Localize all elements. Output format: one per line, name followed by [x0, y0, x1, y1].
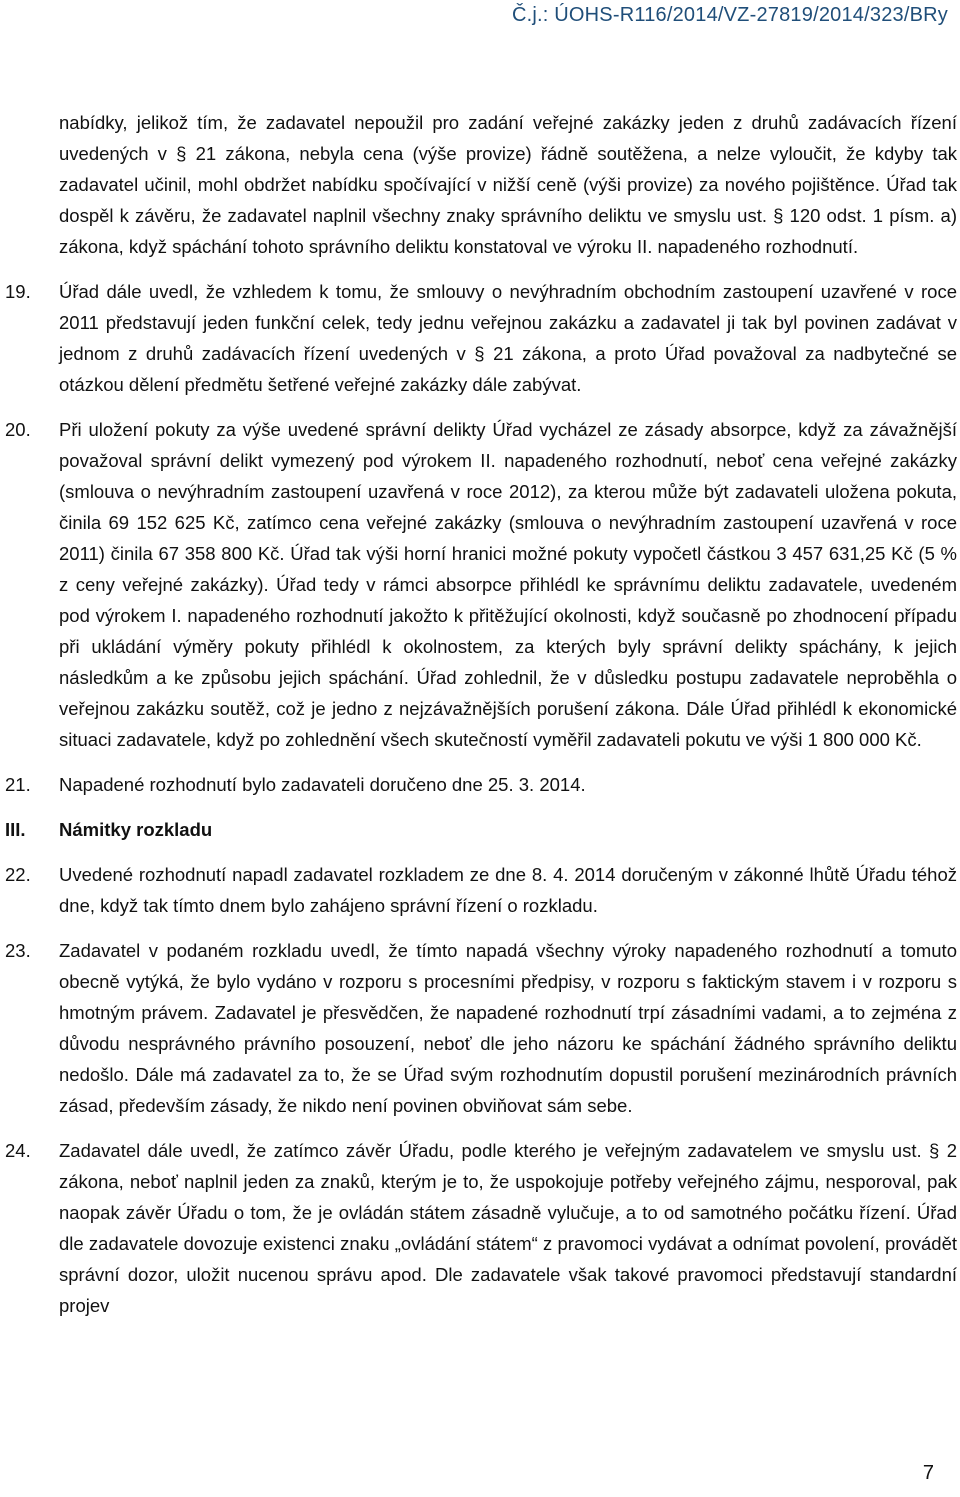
paragraph-number: 24.: [5, 1140, 31, 1161]
paragraph-number: 21.: [5, 774, 31, 795]
paragraph-number: 20.: [5, 419, 31, 440]
page-number: 7: [922, 1462, 934, 1484]
section-number: III.: [5, 819, 26, 840]
paragraph-number: 19.: [5, 281, 31, 302]
paragraph-number: 22.: [5, 864, 31, 885]
section-heading: [5, 814, 957, 845]
paragraph-text: Při uložení pokuty za výše uvedené správní delikty Úřad vycházel ze zásady absorpce, když za závažnější považoval správní delikt vymezený pod výrokem II. napadeného rozhodnutí, neboť cena veřejné zakázky (smlouva o nevýhradním zastoupení uzavřená v roce 2012), za kterou může být zadavateli uložena pokuta, činila 69 152 625 Kč, zatímco cena veřejné zakázky (smlouva o nevýhradním zastoupení uzavřená v roce 2011) činila 67 358 800 Kč. Úřad tak výši horní hranici možné pokuty vypočetl částkou 3 457 631,25 Kč (5 % z ceny veřejné zakázky). Úřad tedy v rámci absorpce přihlédl ke správnímu deliktu zadavatele, uvedeném pod výrokem I. napadeného rozhodnutí jakožto k přitěžující okolnosti, když současně po zhodnocení případu při ukládání výměry pokuty přihlédl k okolnostem, za kterých byly správní delikty spáchány, k jejich následkům a ke způsobu jejich spáchání. Úřad zohlednil, že v důsledku postupu zadavatele neproběhla o veřejnou zakázku soutěž, což je jedno z nejzávažnějších porušení zákona. Dále Úřad přihlédl k ekonomické situaci zadavatele, když po zohlednění všech skutečností vyměřil zadavateli pokutu ve výši 1 800 000 Kč.: [59, 419, 957, 750]
paragraph-text: Napadené rozhodnutí bylo zadavateli doručeno dne 25. 3. 2014.: [59, 774, 586, 795]
paragraph-22: [5, 859, 957, 921]
document-reference-number: Č.j.: ÚOHS-R116/2014/VZ-27819/2014/323/BRy: [511, 4, 948, 26]
intro-paragraph: nabídky, jelikož tím, že zadavatel nepoužil pro zadání veřejné zakázky jeden z druhů zadávacích řízení uvedených v § 21 zákona, nebyla cena (výše provize) řádně soutěžena, a nelze vyloučit, že kdyby tak zadavatel učinil, mohl obdržet nabídku spočívající v nižší ceně (výši provize) za nového pojištěnce. Úřad tak dospěl k závěru, že zadavatel naplnil všechny znaky správního deliktu ve smyslu ust. § 120 odst. 1 písm. a) zákona, když spáchání tohoto správního deliktu konstatoval ve výroku II. napadeného rozhodnutí.: [59, 112, 957, 257]
section-title: Námitky rozkladu: [59, 819, 213, 840]
paragraph-number: 23.: [5, 940, 31, 961]
paragraph-text: Uvedené rozhodnutí napadl zadavatel rozkladem ze dne 8. 4. 2014 doručeným v zákonné lhůtě Úřadu téhož dne, když tak tímto dnem bylo zahájeno správní řízení o rozkladu.: [59, 864, 957, 916]
paragraph-21: [5, 769, 957, 800]
paragraph-text: Úřad dále uvedl, že vzhledem k tomu, že smlouvy o nevýhradním obchodním zastoupení uzavřené v roce 2011 představují jeden funkční celek, tedy jednu veřejnou zakázku a zadavatel ji tak byl povinen zadávat v jednom z druhů zadávacích řízení uvedených v § 21 zákona, a proto Úřad považoval za nadbytečné se otázkou dělení předmětu šetřené veřejné zakázky dále zabývat.: [59, 281, 957, 395]
paragraph-23: [5, 935, 957, 1121]
paragraph-text: Zadavatel v podaném rozkladu uvedl, že tímto napadá všechny výroky napadeného rozhodnutí a tomuto obecně vytýká, že bylo vydáno v rozporu s procesními předpisy, v rozporu s faktickým stavem i v rozporu s hmotným právem. Zadavatel je přesvědčen, že napadené rozhodnutí trpí zásadními vadami, a to zejména z důvodu nesprávného právního posouzení, neboť dle jeho názoru ke spáchání žádného správního deliktu nedošlo. Dále má zadavatel za to, že se Úřad svým rozhodnutím dopustil porušení mezinárodních právních zásad, především zásady, že nikdo není povinen obviňovat sám sebe.: [59, 940, 957, 1116]
document-body: [5, 107, 957, 1321]
paragraph-19: [5, 276, 957, 400]
paragraph-20: [5, 414, 957, 755]
paragraph-text: Zadavatel dále uvedl, že zatímco závěr Úřadu, podle kterého je veřejným zadavatelem ve smyslu ust. § 2 zákona, neboť naplnil jeden za znaků, kterým je to, že uspokojuje potřeby veřejného zájmu, nesporoval, pak naopak závěr Úřadu o tom, že je ovládán státem zásadně vylučuje, a to od samotného počátku řízení. Úřad dle zadavatele dovozuje existenci znaku „ovládání státem“ z pravomoci vydávat a odnímat povolení, provádět správní dozor, uložit nucenou správu apod. Dle zadavatele však takové pravomoci představují standardní projev: [59, 1140, 957, 1316]
paragraph-24: [5, 1135, 957, 1321]
